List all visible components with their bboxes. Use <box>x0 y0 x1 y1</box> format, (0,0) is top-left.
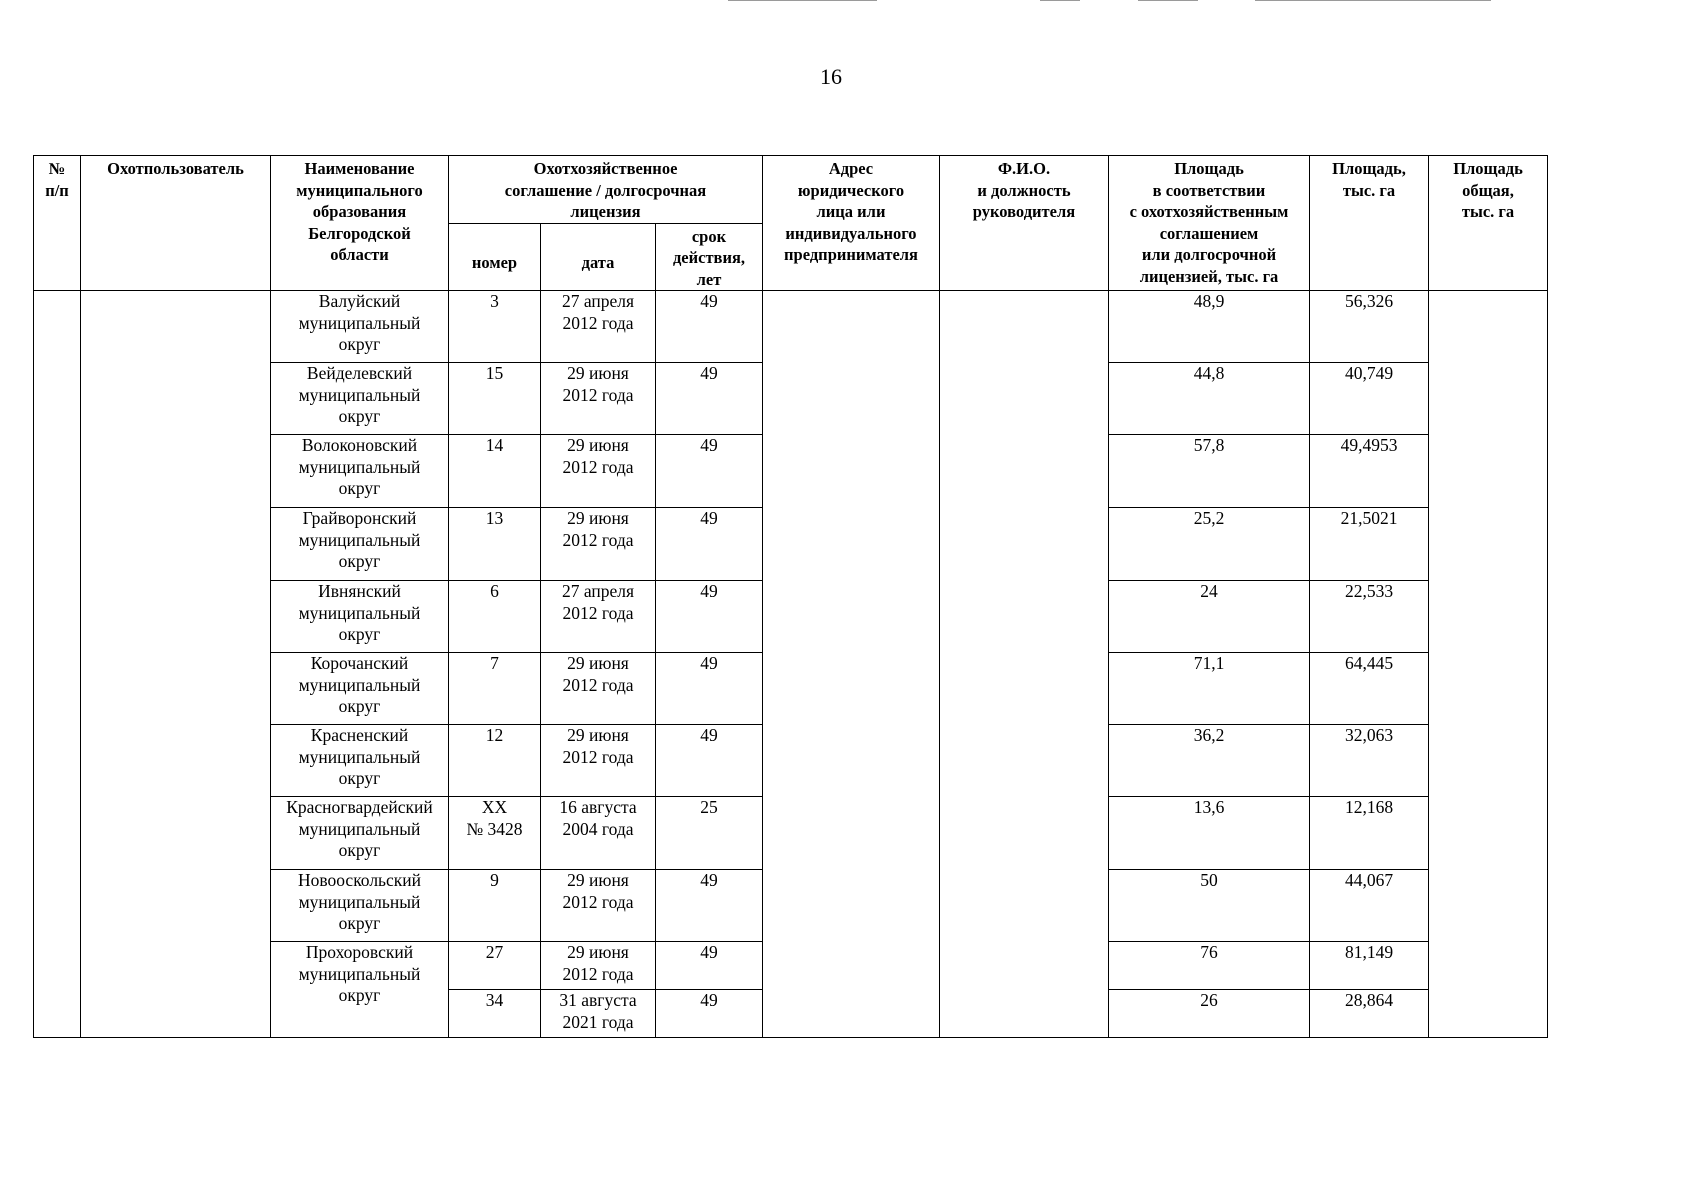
header-agreement: Охотхозяйственное соглашение / долгосрочная лицензия <box>449 156 763 224</box>
cell-agreement-term: 49 <box>656 581 763 653</box>
cell-agreement-term: 49 <box>656 435 763 508</box>
cell-area: 49,4953 <box>1310 435 1429 508</box>
cell-head-empty <box>940 291 1109 1038</box>
cell-area: 44,067 <box>1310 870 1429 942</box>
cell-agreement-number: 15 <box>449 363 541 435</box>
cell-area-agreement: 71,1 <box>1109 653 1310 725</box>
cell-area: 32,063 <box>1310 725 1429 797</box>
cell-municipality: Ивнянский муниципальный округ <box>271 581 449 653</box>
cell-agreement-date: 29 июня 2012 года <box>541 725 656 797</box>
cell-municipality: Валуйский муниципальный округ <box>271 291 449 363</box>
cell-agreement-number: 12 <box>449 725 541 797</box>
cell-municipality: Новооскольский муниципальный округ <box>271 870 449 942</box>
cell-area-total-empty <box>1429 291 1548 1038</box>
header-number: № п/п <box>34 156 81 291</box>
header-municipality: Наименование муниципального образования Белгородской области <box>271 156 449 291</box>
page-number: 16 <box>820 64 842 89</box>
cell-municipality: Красногвардейский муниципальный округ <box>271 797 449 870</box>
cell-agreement-date: 31 августа 2021 года <box>541 990 656 1038</box>
cell-area-agreement: 48,9 <box>1109 291 1310 363</box>
cell-municipality: Красненский муниципальный округ <box>271 725 449 797</box>
cell-area-agreement: 76 <box>1109 942 1310 990</box>
cell-agreement-term: 49 <box>656 942 763 990</box>
cell-agreement-number: 9 <box>449 870 541 942</box>
header-hunting-user: Охотпользователь <box>81 156 271 291</box>
cell-agreement-term: 49 <box>656 725 763 797</box>
cell-area: 64,445 <box>1310 653 1429 725</box>
cell-municipality: Грайворонский муниципальный округ <box>271 508 449 581</box>
scan-artifact-line <box>1255 0 1491 1</box>
cell-agreement-number: 13 <box>449 508 541 581</box>
hunting-users-table <box>33 155 1548 1038</box>
cell-agreement-date: 29 июня 2012 года <box>541 363 656 435</box>
cell-agreement-date: 29 июня 2012 года <box>541 435 656 508</box>
cell-agreement-number: 34 <box>449 990 541 1038</box>
cell-agreement-date: 16 августа 2004 года <box>541 797 656 870</box>
cell-area-agreement: 57,8 <box>1109 435 1310 508</box>
scan-artifact-line <box>1138 0 1198 1</box>
cell-agreement-date: 29 июня 2012 года <box>541 653 656 725</box>
cell-area-agreement: 26 <box>1109 990 1310 1038</box>
table-body <box>34 291 1548 1038</box>
cell-area: 81,149 <box>1310 942 1429 990</box>
cell-area-agreement: 50 <box>1109 870 1310 942</box>
header-area-total: Площадь общая, тыс. га <box>1429 156 1548 291</box>
cell-area: 28,864 <box>1310 990 1429 1038</box>
cell-agreement-term: 25 <box>656 797 763 870</box>
cell-area: 56,326 <box>1310 291 1429 363</box>
cell-agreement-number: 6 <box>449 581 541 653</box>
cell-area: 12,168 <box>1310 797 1429 870</box>
cell-agreement-number: XX № 3428 <box>449 797 541 870</box>
cell-area-agreement: 44,8 <box>1109 363 1310 435</box>
cell-area-agreement: 25,2 <box>1109 508 1310 581</box>
header-address: Адрес юридического лица или индивидуального предпринимателя <box>763 156 940 291</box>
cell-agreement-date: 29 июня 2012 года <box>541 942 656 990</box>
cell-agreement-number: 3 <box>449 291 541 363</box>
header-area: Площадь, тыс. га <box>1310 156 1429 291</box>
cell-agreement-term: 49 <box>656 653 763 725</box>
cell-hunting-user-empty <box>81 291 271 1038</box>
cell-agreement-date: 27 апреля 2012 года <box>541 291 656 363</box>
cell-area: 22,533 <box>1310 581 1429 653</box>
cell-agreement-number: 27 <box>449 942 541 990</box>
cell-municipality: Прохоровский муниципальный округ <box>271 942 449 1038</box>
header-agreement-number: номер <box>449 223 541 291</box>
header-agreement-term: срок действия, лет <box>656 223 763 291</box>
cell-agreement-term: 49 <box>656 870 763 942</box>
header-head: Ф.И.О. и должность руководителя <box>940 156 1109 291</box>
cell-agreement-term: 49 <box>656 508 763 581</box>
cell-agreement-term: 49 <box>656 990 763 1038</box>
header-area-agreement: Площадь в соответствии с охотхозяйственным соглашением или долгосрочной лицензией, тыс. га <box>1109 156 1310 291</box>
cell-agreement-number: 14 <box>449 435 541 508</box>
cell-area-agreement: 13,6 <box>1109 797 1310 870</box>
cell-area-agreement: 36,2 <box>1109 725 1310 797</box>
scan-artifact-line <box>1040 0 1080 1</box>
cell-address-empty <box>763 291 940 1038</box>
cell-area: 40,749 <box>1310 363 1429 435</box>
cell-agreement-term: 49 <box>656 291 763 363</box>
cell-municipality: Вейделевский муниципальный округ <box>271 363 449 435</box>
cell-agreement-date: 29 июня 2012 года <box>541 508 656 581</box>
cell-agreement-date: 27 апреля 2012 года <box>541 581 656 653</box>
scan-artifact-line <box>728 0 877 1</box>
cell-number-empty <box>34 291 81 1038</box>
cell-area-agreement: 24 <box>1109 581 1310 653</box>
cell-agreement-number: 7 <box>449 653 541 725</box>
header-agreement-date: дата <box>541 223 656 291</box>
cell-area: 21,5021 <box>1310 508 1429 581</box>
table-row <box>34 291 1548 363</box>
cell-agreement-term: 49 <box>656 363 763 435</box>
cell-municipality: Корочанский муниципальный округ <box>271 653 449 725</box>
cell-municipality: Волоконовский муниципальный округ <box>271 435 449 508</box>
cell-agreement-date: 29 июня 2012 года <box>541 870 656 942</box>
